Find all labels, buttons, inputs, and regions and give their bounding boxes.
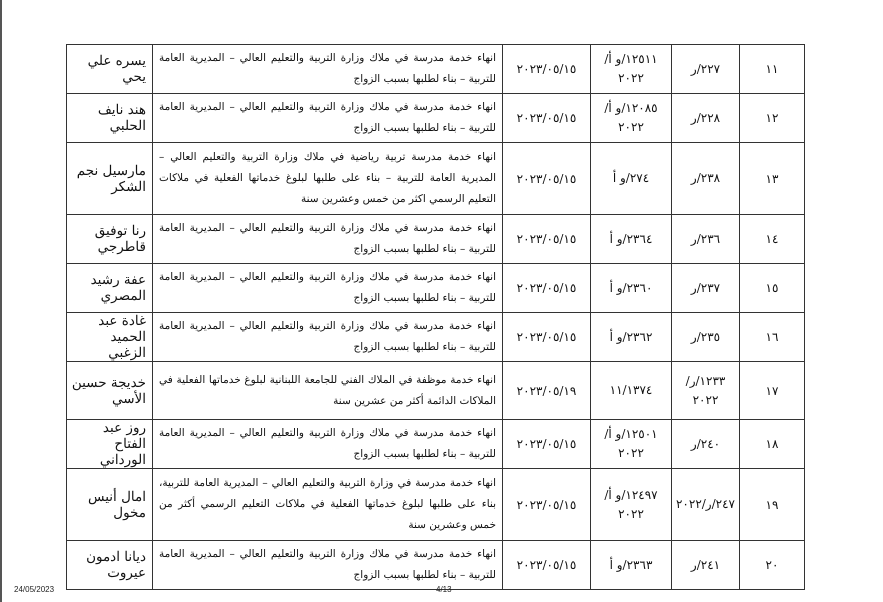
decision-date: ٢٠٢٣/٠٥/١٥ bbox=[503, 313, 591, 362]
decision-number: ٢٣٦/ر bbox=[672, 215, 740, 264]
decision-date: ٢٠٢٣/٠٥/١٥ bbox=[503, 541, 591, 590]
footer-page-number: 4/13 bbox=[436, 585, 452, 594]
reference-number: ١١/١٣٧٤ bbox=[591, 362, 672, 420]
page-edge-line bbox=[0, 0, 2, 602]
reference-number: ١٢٥١١/و أ/٢٠٢٢ bbox=[591, 45, 672, 94]
decision-number: ٢٤١/ر bbox=[672, 541, 740, 590]
row-number: ١٥ bbox=[740, 264, 805, 313]
decision-date: ٢٠٢٣/٠٥/١٥ bbox=[503, 264, 591, 313]
reference-number: ١٢٠٨٥/و أ/٢٠٢٢ bbox=[591, 94, 672, 143]
table-row bbox=[67, 143, 805, 215]
row-number: ١٣ bbox=[740, 143, 805, 215]
reference-number: ١٢٤٩٧/و أ/٢٠٢٢ bbox=[591, 469, 672, 541]
table-row bbox=[67, 264, 805, 313]
employee-name: عفة رشيد المصري bbox=[67, 264, 153, 313]
table-row bbox=[67, 541, 805, 590]
employee-name: يسره علي يحي bbox=[67, 45, 153, 94]
decision-date: ٢٠٢٣/٠٥/١٥ bbox=[503, 94, 591, 143]
row-number: ١٨ bbox=[740, 420, 805, 469]
decision-description: انهاء خدمة مدرسة في ملاك وزارة التربية والتعليم العالي – المديرية العامة للتربية – بناء لطلبها بسبب الزواج bbox=[153, 264, 503, 313]
decision-number: ٢٣٧/ر bbox=[672, 264, 740, 313]
table-row bbox=[67, 215, 805, 264]
decision-description: انهاء خدمة مدرسة في وزارة التربية والتعليم العالي – المديرية العامة للتربية، بناء على طلبها لبلوغ خدماتها الفعلية في ملاكات التعليم الرسمي أكثر من خمس وعشرين سنة bbox=[153, 469, 503, 541]
row-number: ١٧ bbox=[740, 362, 805, 420]
decision-description: انهاء خدمة موظفة في الملاك الفني للجامعة اللبنانية لبلوغ خدماتها الفعلية في الملاكات الدائمة أكثر من عشرين سنة bbox=[153, 362, 503, 420]
employee-name: روز عبد الفتاح الورداني bbox=[67, 420, 153, 469]
decision-number: ٢٢٧/ر bbox=[672, 45, 740, 94]
table-row bbox=[67, 420, 805, 469]
decision-number: ٢٢٨/ر bbox=[672, 94, 740, 143]
employee-name: ديانا ادمون عيروت bbox=[67, 541, 153, 590]
decision-date: ٢٠٢٣/٠٥/١٥ bbox=[503, 469, 591, 541]
employee-name: رنا توفيق قاطرجي bbox=[67, 215, 153, 264]
decision-number: ٢٤٧/ر/٢٠٢٢ bbox=[672, 469, 740, 541]
decision-description: انهاء خدمة مدرسة في ملاك وزارة التربية والتعليم العالي – المديرية العامة للتربية – بناء لطلبها بسبب الزواج bbox=[153, 313, 503, 362]
decision-number: ٢٣٨/ر bbox=[672, 143, 740, 215]
row-number: ١١ bbox=[740, 45, 805, 94]
decision-number: ١٢٣٣/ر/٢٠٢٢ bbox=[672, 362, 740, 420]
reference-number: ٢٣٦٤/و أ bbox=[591, 215, 672, 264]
footer-date: 24/05/2023 bbox=[14, 585, 55, 594]
decision-date: ٢٠٢٣/٠٥/١٥ bbox=[503, 143, 591, 215]
decision-number: ٢٣٥/ر bbox=[672, 313, 740, 362]
reference-number: ١٢٥٠١/و أ/٢٠٢٢ bbox=[591, 420, 672, 469]
decision-description: انهاء خدمة مدرسة في ملاك وزارة التربية والتعليم العالي – المديرية العامة للتربية – بناء لطلبها بسبب الزواج bbox=[153, 541, 503, 590]
employee-name: مارسيل نجم الشكر bbox=[67, 143, 153, 215]
row-number: ١٩ bbox=[740, 469, 805, 541]
decision-description: انهاء خدمة مدرسة تربية رياضية في ملاك وزارة التربية والتعليم العالي – المديرية العامة للتربية – بناء على طلبها لبلوغ خدماتها الفعلية في ملاكات التعليم الرسمي اكثر من خمس وعشرين سنة bbox=[153, 143, 503, 215]
table-row bbox=[67, 469, 805, 541]
employee-name: هند نايف الحلبي bbox=[67, 94, 153, 143]
decisions-table bbox=[66, 44, 805, 590]
table-row bbox=[67, 313, 805, 362]
reference-number: ٢٣٦٢/و أ bbox=[591, 313, 672, 362]
employee-name: خديجة حسين الأسي bbox=[67, 362, 153, 420]
decision-date: ٢٠٢٣/٠٥/١٥ bbox=[503, 420, 591, 469]
decision-description: انهاء خدمة مدرسة في ملاك وزارة التربية والتعليم العالي – المديرية العامة للتربية – بناء لطلبها بسبب الزواج bbox=[153, 45, 503, 94]
reference-number: ٢٣٦٠/و أ bbox=[591, 264, 672, 313]
decision-description: انهاء خدمة مدرسة في ملاك وزارة التربية والتعليم العالي – المديرية العامة للتربية – بناء لطلبها بسبب الزواج bbox=[153, 420, 503, 469]
table-row bbox=[67, 362, 805, 420]
employee-name: امال أنيس مخول bbox=[67, 469, 153, 541]
decision-date: ٢٠٢٣/٠٥/١٥ bbox=[503, 45, 591, 94]
employee-name: غادة عبد الحميد الزغبي bbox=[67, 313, 153, 362]
reference-number: ٢٧٤/و أ bbox=[591, 143, 672, 215]
decision-date: ٢٠٢٣/٠٥/١٩ bbox=[503, 362, 591, 420]
row-number: ١٢ bbox=[740, 94, 805, 143]
decision-date: ٢٠٢٣/٠٥/١٥ bbox=[503, 215, 591, 264]
row-number: ١٦ bbox=[740, 313, 805, 362]
decision-description: انهاء خدمة مدرسة في ملاك وزارة التربية والتعليم العالي – المديرية العامة للتربية – بناء لطلبها بسبب الزواج bbox=[153, 94, 503, 143]
row-number: ١٤ bbox=[740, 215, 805, 264]
decision-description: انهاء خدمة مدرسة في ملاك وزارة التربية والتعليم العالي – المديرية العامة للتربية – بناء لطلبها بسبب الزواج bbox=[153, 215, 503, 264]
table-row bbox=[67, 45, 805, 94]
row-number: ٢٠ bbox=[740, 541, 805, 590]
table-row bbox=[67, 94, 805, 143]
decision-number: ٢٤٠/ر bbox=[672, 420, 740, 469]
reference-number: ٢٣٦٣/و أ bbox=[591, 541, 672, 590]
